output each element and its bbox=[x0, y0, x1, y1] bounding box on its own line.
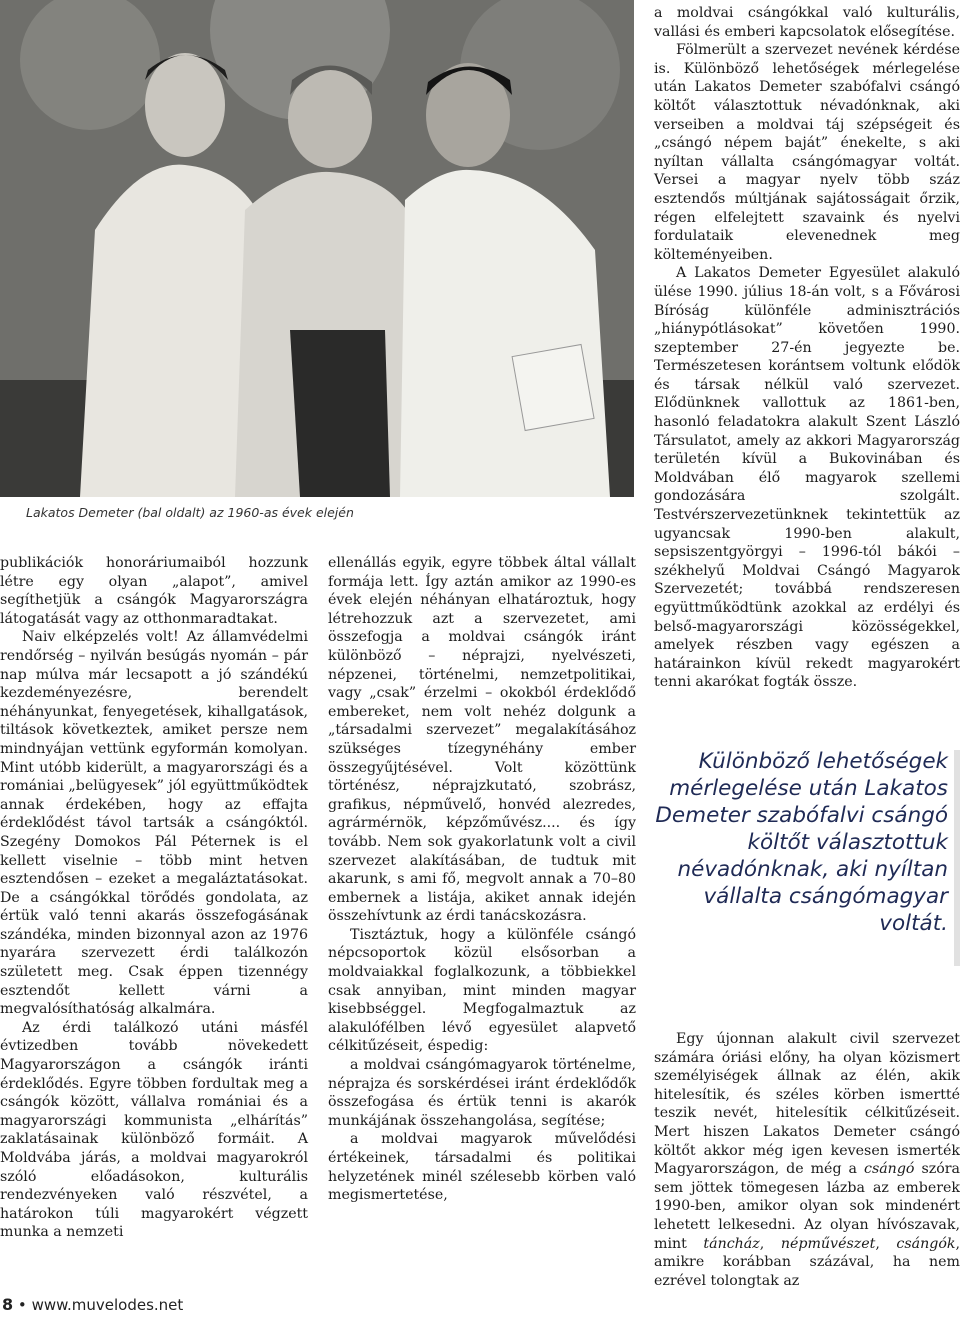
paragraph: A Lakatos Demeter Egyesület alakuló ülése 1990. július 18-án volt, s a Fővárosi Bíróság különféle adminisztrációs „hiánypótlásokat” követően 1990. szeptember 27-én jegyezte be. Természetesen korántsem voltunk elődök és társak nélkül való szervezet. Elődünknek vallottuk az 1861-ben, hasonló feladatokra alakult Szent László Társulatot, amely az akkori Magyarország területén kívül a Bukovinában és Moldvában élő magyarok szellemi gondozására szolgált. Testvérszervezetünknek tekintettük az ugyancsak 1990-ben alakult, sepsiszentgyörgyi – 1996-tól bákói – székhelyű Moldvai Csángó Magyarok Szervezetét; továbbá rendszeresen együttműködtünk azokkal az erdélyi és belső-magyarországi közösségekkel, amelyek részben vagy egészen a határainkon kívül rekedt magyarokért tenni akarókat fogták össze. bbox=[654, 265, 960, 691]
website-link[interactable]: www.muvelodes.net bbox=[31, 1296, 184, 1314]
article-column-3 bbox=[654, 4, 960, 692]
page-number: 8 bbox=[2, 1295, 14, 1314]
photo-caption: Lakatos Demeter (bal oldalt) az 1960-as évek elején bbox=[26, 505, 354, 520]
emphasis: csángó bbox=[864, 1161, 915, 1178]
photo-illustration bbox=[0, 0, 634, 497]
emphasis: csángók bbox=[896, 1235, 956, 1252]
paragraph: a moldvai csángómagyarok történelme, néprajza és sorskérdései iránt érdeklődők összefogása és értük tenni is akarók munkájának összehangolása, segítése; bbox=[328, 1057, 636, 1129]
text-run: Egy újonnan alakult civil szervezet számára óriási előny, ha olyan közismert személyiségek állnak az élén, akik hitelesítik, és széles körben ismertté teszik nevét, hitelesítik célkitűzéseit. Mert hiszen Lakatos Demeter csángó költőt akkor még igen kevesen ismerték Magyarországon, de még a bbox=[654, 1031, 960, 1178]
emphasis: népművészet bbox=[780, 1235, 876, 1252]
paragraph: publikációk honoráriumaiból hozzunk létre egy olyan „alapot”, amivel segíthetjük a csángók Magyarországra látogatását vagy az otthonmaradtakat. bbox=[0, 555, 308, 627]
article-column-3-continued bbox=[654, 1030, 960, 1290]
footer-bullet: • bbox=[17, 1296, 27, 1314]
text-run: , bbox=[759, 1235, 781, 1252]
paragraph: Fölmerült a szervezet nevének kérdése is. Különböző lehetőségek mérlegelése után Lakatos Demeter szabófalvi csángó költőt választottuk névadónknak, aki verseiben a moldvai táj szépségeit és „csángó népem baját” énekelte, s aki nyíltan vállalta csángómagyar voltát. Versei a magyar nyelv több száz esztendős múltjának sajátosságait őrzik, régen elfelejtett szavaink és nyelvi fordulataik elevenednek meg költeményeiben. bbox=[654, 42, 960, 263]
pull-quote-bar bbox=[954, 750, 960, 966]
pull-quote: Különböző lehetőségek mérlegelése után Lakatos Demeter szabófalvi csángó költőt választottuk névadónknak, aki nyíltan vállalta csángómagyar voltát. bbox=[655, 749, 948, 936]
emphasis: táncház bbox=[703, 1235, 760, 1252]
paragraph: a moldvai csángókkal való kulturális, vallási és emberi kapcsolatok elősegítése. bbox=[654, 5, 960, 40]
text-run: , bbox=[875, 1235, 897, 1252]
paragraph: ellenállás egyik, egyre többek által vállalt formája lett. Így aztán amikor az 1990-es évek elején néhányan elhatároztuk, hogy létrehozzuk azt a szervezetet, ami összefogja a moldvai csángók iránt különböző – néprajzi, nyelvészeti, népzenei, történelmi, nemzetpolitikai, vagy „csak” érzelmi – okokból érdeklődő embereket, nem volt nehéz dolgunk a „társadalmi szervezet” megalakításához szükséges tízegynéhány ember összegyűjtésével. Volt közöttünk történész, néprajzkutató, szobrász, grafikus, népművelő, honvéd alezredes, agrármérnök, képzőművész.... és így tovább. Nem sok gyakorlatunk volt a civil szervezet alakításában, de tudtuk mit akarunk, s ami fő, megvolt annak a 70–80 embernek a listája, akiket annak idején összehívtunk az érdi tanácskozásra. bbox=[328, 555, 636, 925]
paragraph: Naiv elképzelés volt! Az államvédelmi rendőrség – nyilván besúgás nyomán – pár nap múlva már lecsapott a jó szándékú kezdeményezésre, berendelt néhányunkat, fenyegetések, kihallgatások, tiltások következtek, amiket persze nem mindnyájan vettünk egyformán komolyan. Mint utóbb kiderült, a magyarországi és a romániai „belügyesek” jól együttműködtek annak érdekében, hogy az effajta érdeklődést távol tartsák a csángóktól. Szegény Domokos Pál Péternek is el kellett viselnie – több mint hetven esztendősen – ezeket a megaláztatásokat. De a csángókkal törődés gondolata, az értük való tenni akarás összefogásának szándéka, minden bizonnyal azon az 1976 nyarára szervezett érdi találkozón született meg. Csak éppen tizennégy esztendőt kellett várni a megvalósíthatóság alkalmára. bbox=[0, 629, 308, 1018]
page-footer bbox=[2, 1295, 183, 1314]
photo bbox=[0, 0, 634, 497]
paragraph: Az érdi találkozó utáni másfél évtizedben tovább növekedett Magyarországon a csángók iránti érdeklődés. Egyre többen fordultak meg a csángók között, vállalva romániai és a magyarországi kommunista „elhárítás” zaklatásainak különböző formáit. A Moldvába járás, a moldvai magyarokról szóló előadásokon, kulturális rendezvényeken való részvétel, a határokon túli magyarokért végzett munka a nemzeti bbox=[0, 1019, 308, 1241]
paragraph: Tisztáztuk, hogy a különféle csángó népcsoportok közül elsősorban a moldvaiakkal foglalkozunk, a többiekkel csak annyiban, mint minden magyar kisebbséggel. Megfogalmaztuk az alakulófélben lévő egyesület alapvető célkitűzéseit, éspedig: bbox=[328, 926, 636, 1055]
paragraph bbox=[654, 1030, 960, 1290]
text-run: , amikre korábban százával, ha nem ezrével tolongtak az bbox=[654, 1235, 960, 1289]
paragraph: a moldvai magyarok művelődési értékeinek, társadalmi és politikai helyzetének minél szélesebb körben való megismertetése, bbox=[328, 1131, 636, 1204]
article-column-2 bbox=[328, 554, 636, 1205]
text-run: szóra sem jöttek tömegesen lázba az emberek 1990-ben, amikor olyan sok mindenért lehetett lelkesedni. Az olyan hívószavak, mint bbox=[654, 1161, 960, 1252]
article-column-1 bbox=[0, 554, 308, 1242]
